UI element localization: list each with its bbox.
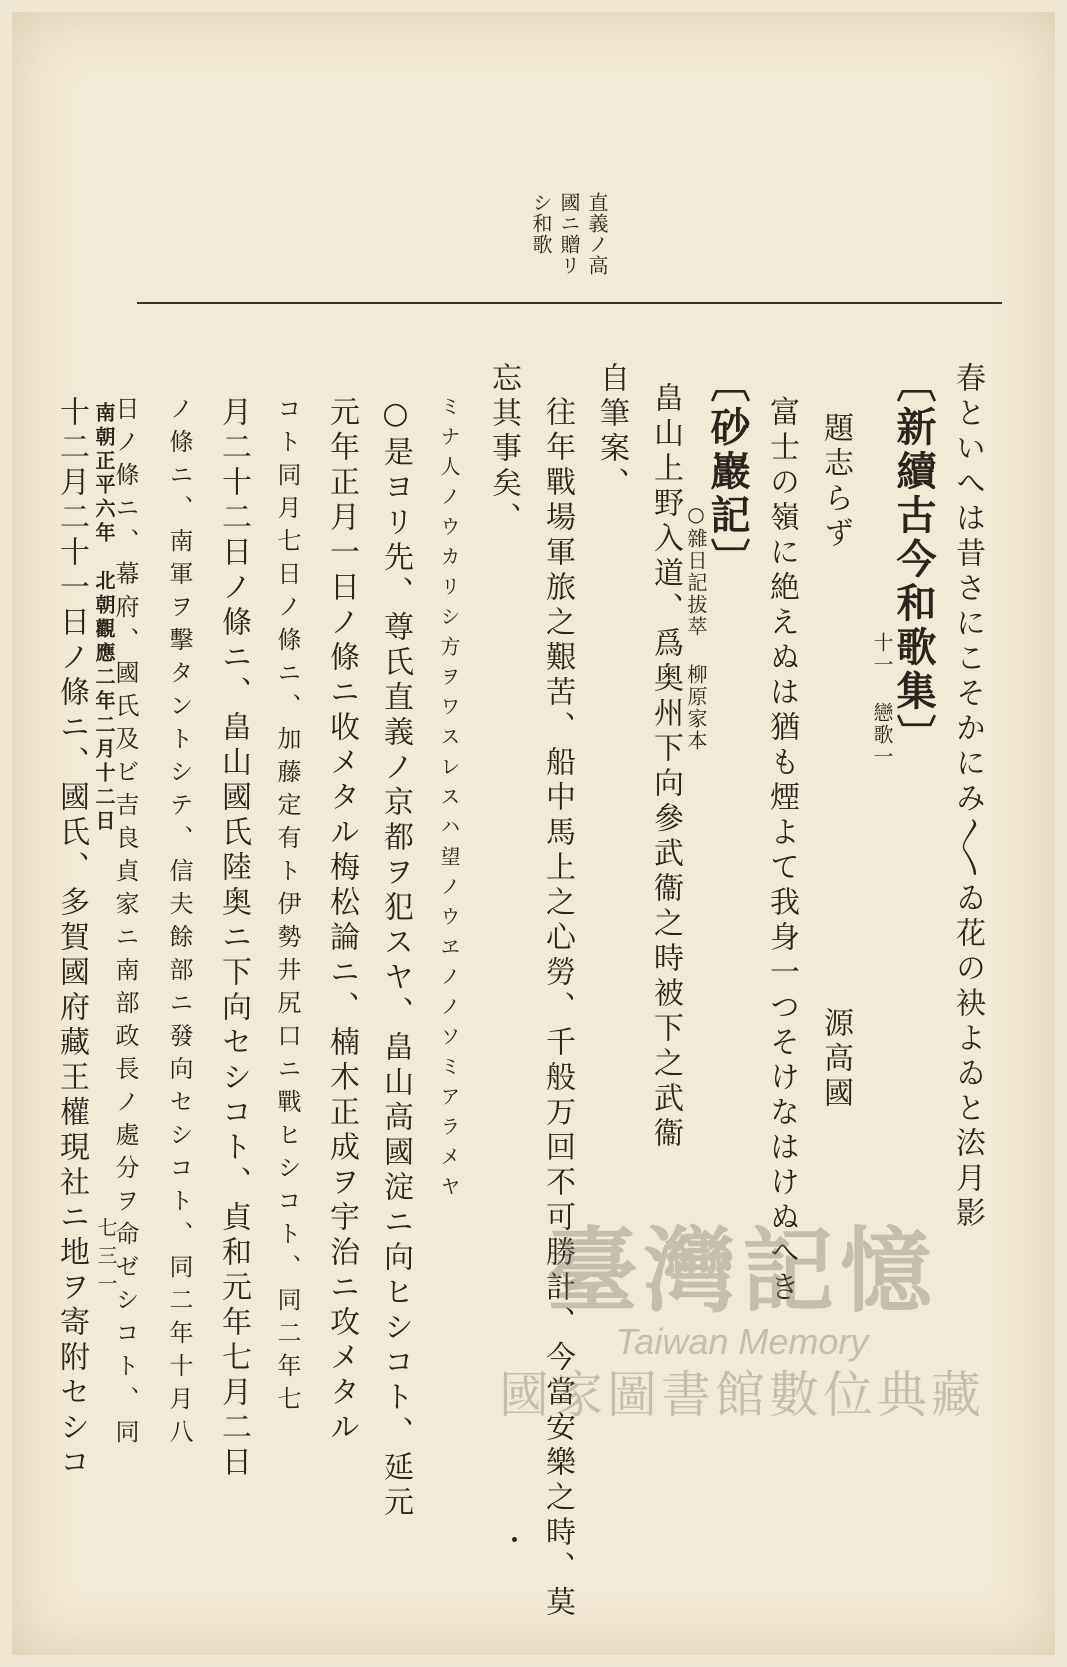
header-rule <box>137 302 1002 304</box>
text-column: ○是ヨリ先、尊氏直義ノ京都ヲ犯スヤ、畠山高國淀ニ向ヒシコト、延元 <box>378 396 413 1521</box>
text-column: 忘其事矣、 <box>486 362 521 537</box>
text-column: 富士の嶺に絶えぬは猶も煙よて我身一つそけなはけぬへき <box>764 396 799 1306</box>
watermark-main: 臺灣記憶 <box>545 1221 938 1323</box>
text-column: 春といへは昔さにこそかにみ〳〵ゐ花の袂よゐと㳒月影 <box>950 362 985 1232</box>
text-column: ミナ人ノウカリシ方ヲワスレスハ望ノウヱノノソミアラメヤ <box>437 396 461 1206</box>
era-date: 南朝正平六年 北朝觀應二年二月十二日 <box>92 402 116 834</box>
text-column: ノ條ニ、南軍ヲ擊タントシテ、信夫餘部ニ發向セシコト、同二年十月八 <box>165 396 193 1452</box>
watermark-sub: 國家圖書館數位典藏 <box>499 1367 985 1423</box>
text-column: 題志らず 源高國 <box>818 412 853 1112</box>
source-title: 〔砂巖記〕 <box>704 362 751 582</box>
side-note-line: シ和歌 <box>529 192 553 255</box>
text-column: 往年戰場軍旅之艱苦、船中馬上之心勞、千般万回不可勝計、今當安樂之時、莫 <box>540 396 575 1621</box>
source-note: 十一 戀歌一 <box>870 632 894 768</box>
text-column: コト同月七日ノ條ニ、加藤定有ト伊勢井尻口ニ戰ヒシコト、同二年七 <box>273 396 301 1419</box>
text-column: 十二月二十一日ノ條ニ、國氏、多賀國府藏王權現社ニ地ヲ寄附セシコ <box>54 396 89 1481</box>
text-column: 日ノ條ニ、幕府、國氏及ビ吉良貞家ニ南部政長ノ處分ヲ命ゼシコト、同 <box>111 396 139 1452</box>
text-column: 自筆案、 <box>594 362 629 502</box>
side-note-line: 直義ノ高 <box>585 192 609 276</box>
source-note: ○雜日記拔萃 柳原家本 <box>684 502 708 752</box>
watermark <box>492 1222 992 1452</box>
ink-dot <box>512 1537 517 1542</box>
text-column: 畠山上野入道、爲奥州下向參武衞之時被下之武衞 <box>648 382 683 1152</box>
text-column: 元年正月一日ノ條ニ收メタル梅松論ニ、楠木正成ヲ宇治ニ攻メタル <box>324 396 359 1446</box>
side-note <box>529 192 609 282</box>
watermark-english: Taiwan Memory <box>615 1321 869 1362</box>
side-note-line: 國ニ贈リ <box>557 192 581 276</box>
document-page <box>12 12 1055 1655</box>
page-number: 七三一 <box>94 1217 118 1301</box>
source-title: 〔新續古今和歌集〕 <box>890 362 937 758</box>
text-column: 月二十二日ノ條ニ、畠山國氏陸奥ニ下向セシコト、貞和元年七月二日 <box>216 396 251 1481</box>
